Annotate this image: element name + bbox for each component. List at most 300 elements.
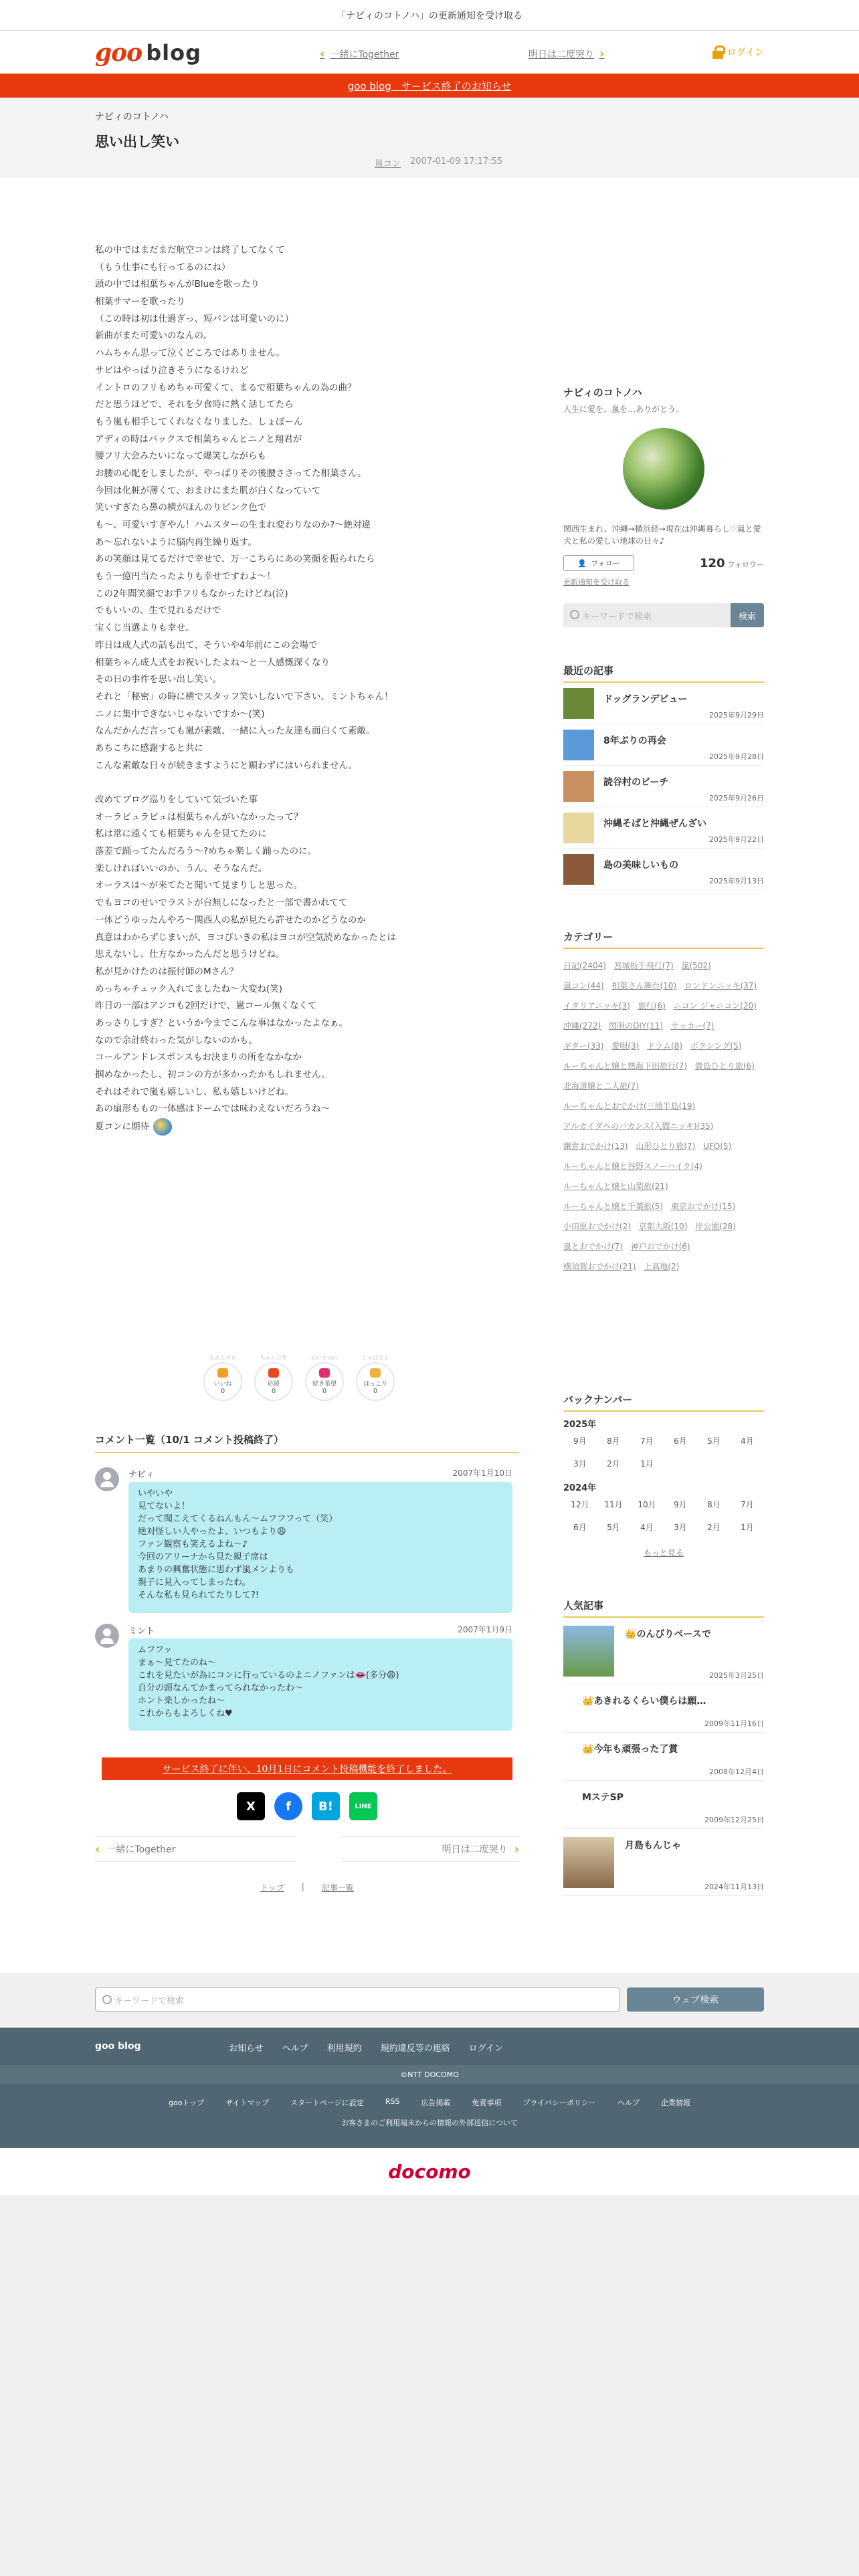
bottom-prev-link[interactable]	[95, 1836, 296, 1862]
popular-article[interactable]	[563, 1685, 764, 1733]
backnumber-month[interactable]: 10月	[638, 1500, 656, 1509]
article-line: こんな素敵な日々が続きますようにと願わずにはいられません。	[95, 760, 358, 771]
backnumber-month[interactable]: 4月	[640, 1523, 654, 1532]
article-line: もう一億円当たったよりも幸せですわよ～！	[95, 571, 276, 582]
comment-item	[95, 1467, 519, 1616]
popular-article-title[interactable]	[625, 1838, 681, 1852]
reaction-icon	[217, 1368, 228, 1378]
popular-article-date: 2008年12月4日	[709, 1767, 764, 1776]
link-divider: |	[301, 1882, 304, 1891]
profile-image	[623, 428, 704, 510]
article-line: あちこちに感謝すると共に	[95, 742, 203, 754]
popular-thumbnail[interactable]	[563, 1626, 614, 1677]
backnumber-month[interactable]: 4月	[741, 1436, 754, 1446]
footer-link[interactable]: ログイン	[468, 2044, 504, 2054]
follower-label: フォロワー	[727, 560, 764, 569]
reaction-caption: もかんびす	[260, 1355, 287, 1361]
x-share-icon[interactable]: X	[237, 1792, 265, 1820]
category-link[interactable]: サッカー(7)	[670, 1021, 714, 1031]
reaction-count: 0	[373, 1388, 378, 1395]
reaction-button[interactable]	[203, 1355, 242, 1401]
article-line: オーラスは～が来てたと聞いて見まりしと思った。	[95, 880, 303, 891]
category-link[interactable]: 貴島ひとり旅(6)	[694, 1061, 755, 1071]
article-line: 改めてブログ巡りをしていて気づいた事	[95, 794, 258, 805]
footer-link-secondary[interactable]: RSS	[385, 2097, 400, 2106]
footer-link-secondary[interactable]: プライバシーポリシー	[522, 2099, 596, 2107]
category-link[interactable]: ルーちゃんと嬢と山梨旅(21)	[563, 1182, 668, 1191]
follow-row	[563, 555, 764, 571]
bottom-next-link[interactable]	[341, 1836, 519, 1862]
article-line: 笑いすぎたら鼻の横がほんのりピンク色で	[95, 502, 267, 514]
backnumber-month[interactable]: 3月	[674, 1523, 687, 1532]
follow-button[interactable]	[563, 555, 634, 571]
article-line: 夏コンに期待	[95, 1121, 149, 1133]
category-link[interactable]: ニコン ジャニコン(20)	[673, 1001, 757, 1010]
category-link[interactable]: 宮城栃手飛行(7)	[613, 961, 674, 970]
popular-article-date: 2009年12月25日	[704, 1816, 764, 1824]
reaction-label: ほっこり	[363, 1381, 387, 1388]
comment-item	[95, 1624, 519, 1736]
backnumber-month[interactable]: 5月	[607, 1523, 620, 1532]
footer-links-secondary	[0, 2097, 859, 2108]
backnumber-row	[563, 1430, 764, 1453]
comment-line: あまりの興奮状態に思わず嵐メンよりも	[138, 1565, 295, 1575]
popular-article-date: 2025年3月25日	[709, 1671, 764, 1680]
recent-article[interactable]	[563, 849, 764, 890]
bottom-prev-label[interactable]: 一緒にTogether	[106, 1844, 176, 1855]
recent-thumbnail[interactable]	[563, 854, 594, 885]
footer-link-secondary[interactable]: 企業情報	[660, 2099, 690, 2107]
article-line: 相葉ちゃん成人式をお祝いしたよね～と一人感慨深くなり	[95, 657, 330, 668]
recent-article[interactable]	[563, 724, 764, 766]
backnumber-month[interactable]: 8月	[607, 1436, 620, 1446]
backnumber-month	[697, 1453, 731, 1475]
comment-line: まぁ～見てたのね～	[138, 1658, 217, 1668]
article-body	[95, 242, 516, 1136]
category-link[interactable]: アルカイダへのバカンス(入間ニッキ)(35)	[563, 1121, 714, 1131]
comment-line: 自分の頭なんてかまってられなかったわ～	[138, 1683, 304, 1693]
recent-article[interactable]	[563, 766, 764, 807]
article-line: アディの時はバックスで相葉ちゃんとニノと翔君が	[95, 433, 302, 445]
sidebar-search-input[interactable]: キーワードで検索	[563, 603, 731, 627]
footer-link[interactable]: 利用規約	[326, 2044, 362, 2054]
popular-article[interactable]	[563, 1733, 764, 1781]
docomo-logo[interactable]: docomo	[0, 2148, 859, 2195]
post-category-link[interactable]: 嵐コン	[375, 159, 401, 169]
article-line: 一体どうゆったんやろ～関西人の私が見たら許せたのかどうなのか	[95, 914, 366, 926]
article-line: も～、可愛いすぎやん！ハムスターの生まれ変わりなのか?～絶対違	[95, 520, 371, 530]
backnumber-month[interactable]: 8月	[707, 1500, 721, 1509]
reaction-count: 0	[271, 1388, 276, 1395]
recent-article-title[interactable]: 沖縄そばと沖縄ぜんざい	[603, 819, 706, 829]
article-line: なので余計終わった気がしないのかも。	[95, 1035, 258, 1046]
header	[0, 31, 859, 74]
category-link[interactable]: ボクシング(5)	[690, 1041, 742, 1051]
article-line: めっちゃチェック入れてましたね～大変ね(笑)	[95, 983, 282, 994]
footer-link[interactable]: 規約違反等の連絡	[380, 2044, 450, 2054]
popular-title-text[interactable]: MステSP	[582, 1792, 624, 1803]
footer-nav	[0, 2028, 859, 2065]
facebook-share-icon[interactable]: f	[274, 1792, 302, 1820]
backnumber-month	[731, 1453, 764, 1475]
category-link[interactable]: 横須賀おでかけ(21)	[563, 1262, 636, 1271]
category-link[interactable]: 北海道嬢と二人旅(7)	[563, 1081, 639, 1091]
footer-link-secondary[interactable]: 免責事項	[472, 2099, 502, 2107]
backnumber-month[interactable]: 1月	[640, 1459, 654, 1469]
category-link[interactable]: 嵐(502)	[681, 961, 711, 970]
avatar	[95, 1467, 119, 1491]
reaction-count: 0	[322, 1388, 327, 1395]
footer-link[interactable]: お知らせ	[229, 2044, 264, 2054]
reaction-caption: しゃはなよ	[362, 1355, 389, 1361]
article-line: 宝くじ当選よりも幸せ。	[95, 623, 195, 634]
reaction-label: いいね	[213, 1381, 232, 1388]
article-line: 私の中ではまだまだ航空コンは終了してなくて	[95, 245, 285, 255]
recent-thumbnail[interactable]	[563, 730, 594, 760]
category-title: カテゴリー	[563, 930, 764, 949]
article-line: 私が見かけたのは振付師のMさん？	[95, 966, 239, 977]
comment-body	[128, 1638, 512, 1731]
login-button[interactable]	[712, 45, 764, 59]
main-content	[0, 178, 859, 2184]
footer-link-secondary[interactable]: ヘルプ	[617, 2099, 640, 2107]
footer-search	[0, 1973, 859, 2028]
popular-article-title[interactable]	[582, 1790, 624, 1804]
category-link[interactable]: 鎌倉おでかけ(13)	[563, 1142, 628, 1151]
backnumber-row	[563, 1453, 764, 1475]
category-link[interactable]: UFO(5)	[703, 1142, 732, 1151]
comment-line: 親子に見入ってしまったわ。	[138, 1578, 251, 1588]
recent-article-date: 2025年9月29日	[709, 711, 764, 720]
comment-line: ホント楽しかったね～	[138, 1696, 225, 1706]
follower-count	[700, 556, 764, 570]
category-link[interactable]: 神戸おでかけ(6)	[630, 1242, 690, 1251]
comment-date: 2007年1月10日	[452, 1469, 512, 1478]
popular-title: 人気記事	[563, 1598, 764, 1618]
article-line: 昨日の一部はアンコも2回だけで、嵐コール無くなくて	[95, 1000, 317, 1012]
category-link[interactable]: 岸公園(28)	[695, 1222, 736, 1231]
backnumber-month[interactable]: 6月	[674, 1436, 687, 1446]
footer-link-secondary[interactable]: サイトマップ	[225, 2099, 270, 2107]
article-line: あの扇形ももの一体感はドームでは味わえないだろうね～	[95, 1103, 330, 1115]
category-link[interactable]: 沖縄(272)	[563, 1021, 601, 1031]
service-end-notice-link[interactable]: goo blog サービス終了のお知らせ	[347, 80, 512, 92]
comment-author: ナビィ	[128, 1470, 155, 1480]
comment-date: 2007年1月9日	[458, 1625, 512, 1634]
comment-line: 今回のアリーナから見た親子席は	[138, 1552, 268, 1562]
category-link[interactable]: 愛唄(3)	[611, 1041, 640, 1051]
article-line: 今回は化粧が薄くて、おまけにまた肌が白くなっていて	[95, 485, 321, 496]
category-link[interactable]: ルーちゃんと嬢と谷野スノーハイク(4)	[563, 1162, 702, 1171]
article-line: 楽しければいいのか、うん、そうなんだ。	[95, 863, 268, 874]
footer-link-secondary[interactable]: スタートページに設定	[290, 2099, 364, 2107]
sidebar-search-button[interactable]: 検索	[731, 603, 764, 627]
recent-article-date: 2025年9月28日	[709, 752, 764, 761]
article-line: サビはやっぱり泣きそうになるけれど	[95, 364, 249, 376]
article-line: （この時は初は仕過ぎっ、短パンは可愛いのに）	[95, 313, 294, 324]
sidebar-bio: 関西生まれ、沖縄→横浜経→現在は沖縄暮らし♡嵐と愛犬と私の愛しい地球の日々♪	[563, 524, 761, 546]
article-line: でもいいの、生で見れるだけで	[95, 605, 221, 617]
footer-link[interactable]: ヘルプ	[282, 2044, 308, 2054]
article-line: 腰フリ大会みたいになって爆笑しながらも	[95, 451, 266, 462]
article-line: お腰の心配をしましたが、やっぱりその後腰ささってた相葉さん。	[95, 467, 367, 479]
recent-thumbnail[interactable]	[563, 813, 594, 843]
reaction-icon	[370, 1368, 381, 1378]
category-link[interactable]: ルーちゃんと嬢と千葉旅(5)	[563, 1202, 663, 1211]
article-line: 真意はわからずじまい;が、ヨコびいきの私はヨコが空気読めなかったとは	[95, 932, 397, 943]
recent-list	[563, 683, 764, 890]
reaction-button[interactable]	[254, 1355, 293, 1401]
comment-closed-notice-link[interactable]: サービス終了に伴い、10月1日にコメント投稿機能を終了しました。	[162, 1764, 452, 1775]
article-line: この2年間笑顔でお手フリもなかったけどね(泣)	[95, 588, 288, 599]
popular-article[interactable]	[563, 1618, 764, 1685]
article-line: その日の事件を思い出し笑い。	[95, 674, 221, 685]
follow-label: フォロー	[591, 559, 620, 568]
backnumber-row	[563, 1493, 764, 1516]
article-line: ニノに集中できないじゃないですか～(笑)	[95, 708, 265, 720]
backnumber-month	[664, 1453, 697, 1475]
article-line	[95, 774, 516, 792]
update-notice-text[interactable]: 「ナビィのコトノハ」の更新通知を受け取る	[337, 10, 522, 21]
comment-line: だって聞こえてくるねんもん～ムフフフって（笑）	[138, 1514, 338, 1524]
article-line: あっさりしすぎ？というか今までこんな事はなかったよなぁ。	[95, 1017, 348, 1029]
avatar	[95, 1624, 119, 1648]
backnumber-month[interactable]: 3月	[573, 1459, 587, 1469]
backnumber-year: 2024年	[563, 1483, 597, 1493]
backnumber-year: 2025年	[563, 1420, 597, 1430]
comment-line: 見てないよ！	[138, 1501, 191, 1511]
comment-line: ムフフッ	[138, 1645, 173, 1655]
footer-nav-secondary	[0, 2084, 859, 2148]
popular-title-text[interactable]: のんびりペースで	[636, 1629, 711, 1640]
category-link[interactable]: 旅行(6)	[638, 1001, 666, 1010]
article-line: もう嵐も相手してくれなくなりました。しょぼーん	[95, 416, 303, 427]
category-list	[563, 956, 764, 1277]
backnumber-month[interactable]: 1月	[741, 1523, 754, 1532]
reaction-caption: かいさみの	[311, 1355, 338, 1361]
category-link[interactable]: 山形ひとり旅(7)	[636, 1142, 696, 1151]
article-line: コールアンドレスポンスもお決まりの所をなかなか	[95, 1052, 302, 1063]
reaction-button[interactable]	[356, 1355, 395, 1401]
update-notice-bar[interactable]	[0, 0, 859, 31]
backnumber-month[interactable]: 7月	[741, 1500, 754, 1509]
article-line: 掴めなかったし、初コンの方が多かったかもしれません。	[95, 1069, 330, 1080]
crown-icon: 👑	[582, 1696, 594, 1707]
footer-search-input[interactable]: キーワードで検索	[95, 1988, 620, 2012]
line-share-icon[interactable]: LINE	[349, 1792, 377, 1820]
article-line: でもヨコのせいでラストが台無しになったと一部で書かれてて	[95, 897, 348, 909]
article-line: あの笑顔は見てるだけで幸せで、万一こちらにあの笑顔を振られたら	[95, 554, 375, 565]
chevron-left-icon: ‹	[95, 1842, 100, 1856]
popular-title-text[interactable]: あきれるくらい僕らは願…	[593, 1696, 706, 1707]
copyright: ©NTT DOCOMO	[0, 2065, 859, 2084]
backnumber-month[interactable]: 6月	[573, 1523, 587, 1532]
recent-article-title[interactable]: ドッグランデビュー	[603, 694, 688, 705]
article-line: イントロのフリもめちゃ可愛くて、まるで相葉ちゃんの為の曲？	[95, 382, 357, 393]
popular-list	[563, 1618, 764, 1896]
recent-article-date: 2025年9月13日	[709, 877, 764, 885]
category-link[interactable]: 閃唄のDIY(11)	[609, 1021, 663, 1031]
category-link[interactable]: 上高地(2)	[644, 1262, 680, 1271]
web-search-button[interactable]: ウェブ検索	[627, 1988, 764, 2012]
article-line: （もう仕事にも行ってるのにね）	[95, 261, 231, 273]
category-link[interactable]: ギター(33)	[563, 1041, 604, 1051]
reaction-button[interactable]	[305, 1355, 344, 1401]
notify-link[interactable]: 更新通知を受け取る	[563, 578, 630, 586]
popular-thumbnail[interactable]	[563, 1837, 614, 1888]
article-line: 頭の中では相葉ちゃんがBlueを歌ったり	[95, 279, 260, 290]
article-line: それと「秘密」の時に横でスタッフ笑いしないで下さい、ミントちゃん！	[95, 691, 393, 702]
popular-title-text[interactable]: 今年も頑張った了賞	[593, 1744, 678, 1755]
backnumber-month[interactable]: 12月	[571, 1500, 589, 1509]
backnumber-month[interactable]: 9月	[573, 1436, 587, 1446]
category-link[interactable]: 相葉さん舞台(10)	[611, 981, 677, 990]
backnumber-month[interactable]: 5月	[707, 1436, 721, 1446]
backnumber-month[interactable]: 11月	[604, 1500, 623, 1509]
service-end-notice-bar[interactable]	[0, 74, 859, 98]
post-datetime: 2007-01-09 17:17:55	[410, 156, 503, 167]
chevron-right-icon: ›	[514, 1842, 519, 1856]
article-line: なんだかんだ言っても嵐が素敵、一緒に入った友達も面白くて素敵。	[95, 726, 375, 737]
header-prev-label[interactable]: 一緒にTogether	[330, 49, 399, 60]
hatena-bookmark-icon[interactable]: B!	[312, 1792, 340, 1820]
sidebar-profile	[563, 385, 764, 627]
article-line: 昨日は成人式の話も出て、そういや4年前にこの会場で	[95, 639, 318, 651]
popular-title-text[interactable]: 月島もんじゃ	[625, 1840, 681, 1851]
follower-count-value: 120	[699, 556, 725, 570]
recent-thumbnail[interactable]	[563, 771, 594, 802]
comment-closed-notice[interactable]	[102, 1757, 512, 1780]
popular-article-date: 2009年11月16日	[704, 1719, 764, 1728]
recent-article-title[interactable]: 8年ぶりの再会	[603, 736, 666, 746]
popular-article-title[interactable]	[582, 1694, 706, 1707]
article-line: それはそれで嵐も嬉しいし、私も嬉しいけどね。	[95, 1086, 294, 1097]
backnumber-row	[563, 1516, 764, 1539]
popular-article-date: 2024年11月13日	[704, 1883, 764, 1891]
backnumber	[563, 1392, 764, 1558]
comment-line: これからもよろしくね♥	[138, 1709, 233, 1719]
category-link[interactable]: 日記(2404)	[563, 961, 606, 970]
article-line: あ～忘れないように脳内再生繰り返す。	[95, 536, 257, 548]
header-next-link[interactable]	[529, 47, 604, 61]
category-link[interactable]: 嵐コン(44)	[563, 981, 604, 990]
category-link[interactable]: 京都大阪(10)	[638, 1222, 688, 1231]
article-line: 相葉サマーを歌ったり	[95, 296, 185, 308]
recent-article[interactable]	[563, 683, 764, 724]
backnumber-month[interactable]: 9月	[674, 1500, 687, 1509]
article-line: 思えないし、仕方なかったんだと思うけどね。	[95, 949, 285, 960]
share-buttons	[237, 1792, 377, 1820]
recent-article[interactable]	[563, 807, 764, 849]
comment-line: そんな私も見られてたりして?!	[138, 1590, 260, 1600]
article-list-link[interactable]: 記事一覧	[321, 1883, 354, 1893]
reaction-caption: もあんせき	[209, 1355, 236, 1361]
sidebar-blog-desc: 人生に愛を、嵐を…ありがとう。	[563, 405, 684, 414]
logo-goo: goo	[95, 39, 142, 67]
crown-icon: 👑	[625, 1629, 637, 1640]
backnumber-more-link[interactable]: もっと見る	[643, 1548, 684, 1558]
post-meta	[375, 156, 502, 169]
comment-line: これを見たいが為にコンに行っているのよニノファンは👄(多分😩)	[138, 1671, 399, 1681]
top-link[interactable]: トップ	[260, 1883, 284, 1893]
post-title: 思い出し笑い	[95, 134, 179, 150]
goo-blog-logo[interactable]	[95, 39, 201, 67]
external-info-link[interactable]: お客さまのご利用端末からの情報の外部送信について	[341, 2119, 518, 2127]
article-line: だと思うほどで、それを夕食時に熱く話してたら	[95, 399, 294, 411]
popular-article[interactable]	[563, 1829, 764, 1896]
sidebar-blog-name[interactable]: ナビィのコトノハ	[563, 387, 642, 399]
reaction-label: 続き希望	[312, 1381, 337, 1388]
blog-name[interactable]: ナビィのコトノハ	[95, 112, 169, 122]
reaction-icon	[268, 1368, 279, 1378]
recent-article-title[interactable]: 島の美味しいもの	[603, 860, 678, 871]
backnumber-list	[563, 1417, 764, 1539]
login-label[interactable]: ログイン	[727, 47, 764, 58]
article-line: オーラビュラビュは相葉ちゃんがいなかったって？	[95, 811, 303, 823]
crown-icon: 👑	[582, 1744, 594, 1755]
comment-author: ミント	[128, 1626, 155, 1636]
category-link[interactable]: ルーちゃんと嬢と熱海下田旅行(7)	[563, 1061, 687, 1071]
article-line: 落差で踊ってたんだろう～?めちゃ楽しく踊ったのに。	[95, 846, 317, 857]
backnumber-month[interactable]: 7月	[640, 1436, 654, 1446]
reaction-icon	[319, 1368, 330, 1378]
popular-articles	[563, 1598, 764, 1896]
popular-article-title[interactable]	[625, 1627, 711, 1640]
backnumber-month[interactable]: 2月	[707, 1523, 721, 1532]
bottom-next-label[interactable]: 明日は二度哭り	[442, 1844, 508, 1855]
categories	[563, 930, 764, 1277]
backnumber-month[interactable]: 2月	[607, 1459, 620, 1469]
recent-article-date: 2025年9月26日	[709, 794, 764, 802]
category-link[interactable]: 東京おでかけ(15)	[670, 1202, 736, 1211]
logo-blog: blog	[146, 40, 201, 66]
category-link[interactable]: ドラム(8)	[647, 1041, 683, 1051]
header-prev-link[interactable]	[320, 47, 399, 61]
footer-brand[interactable]: goo blog	[95, 2041, 141, 2052]
category-link[interactable]: 小田原おでかけ(2)	[563, 1222, 631, 1231]
comments-header: コメント一覧（10/1 コメント投稿終了）	[95, 1432, 519, 1453]
popular-article-title[interactable]	[582, 1742, 678, 1755]
comment-line: 絶対怪しい人やったよ、いつもより😩	[138, 1527, 286, 1537]
recent-article-title[interactable]: 読谷村のビーチ	[603, 777, 669, 788]
popular-article[interactable]	[563, 1781, 764, 1829]
comment-body	[128, 1482, 512, 1613]
person-add-icon: 👤	[577, 558, 587, 568]
category-link[interactable]: ルーちゃんとおでかけ(三浦半島(19)	[563, 1101, 696, 1111]
article-line: 新曲がまた可愛いのなんの。	[95, 330, 212, 342]
post-title-area	[0, 98, 859, 178]
footer-link-secondary[interactable]: 広告掲載	[421, 2099, 451, 2107]
category-link[interactable]: ロンドンニッキ(37)	[684, 981, 757, 990]
smile-emoji-icon	[153, 1118, 172, 1136]
bottom-links	[95, 1882, 519, 1893]
reaction-count: 0	[220, 1388, 225, 1395]
chevron-right-icon: ›	[599, 47, 605, 61]
footer-link-secondary[interactable]: gooトップ	[169, 2099, 205, 2107]
footer-links	[229, 2041, 503, 2054]
comment-line: ファン観察も笑えるよね～♪	[138, 1539, 248, 1549]
recent-title: 最近の記事	[563, 663, 764, 683]
header-next-label[interactable]: 明日は二度哭り	[529, 49, 594, 60]
article-line: 私は常に遠くても相葉ちゃんを見てたのに	[95, 829, 267, 840]
lock-icon	[712, 45, 723, 59]
category-link[interactable]: 嵐とおでかけ(7)	[563, 1242, 623, 1251]
recent-thumbnail[interactable]	[563, 688, 594, 719]
reaction-label: 応援	[267, 1381, 280, 1388]
reaction-buttons	[203, 1355, 395, 1401]
recent-articles	[563, 663, 764, 890]
category-link[interactable]: イタリアニッキ(3)	[563, 1001, 630, 1010]
